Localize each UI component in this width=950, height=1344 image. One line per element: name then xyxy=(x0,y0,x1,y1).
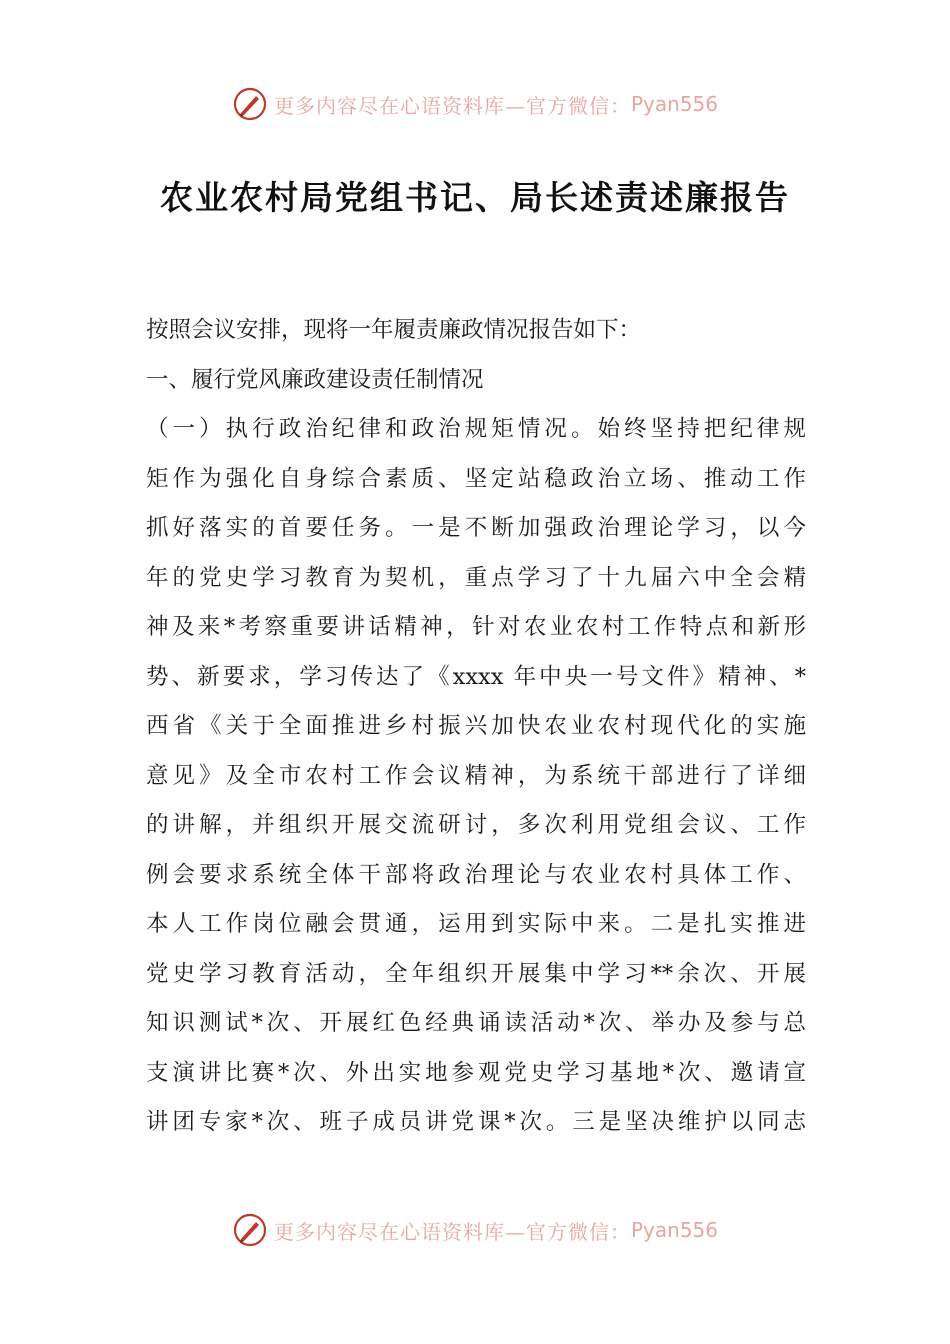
text-line: （一）执行政治纪律和政治规矩情况。始终坚持把纪律规 xyxy=(146,416,806,442)
text-line: 西省《关于全面推进乡村振兴加快农业农村现代化的实施 xyxy=(146,713,806,739)
document-body xyxy=(146,306,806,1148)
pen-logo-icon xyxy=(232,1212,268,1248)
watermark-text: 更多内容尽在心语资料库—官方微信： xyxy=(273,93,631,118)
text-line: 知识测试*次、开展红色经典诵读活动*次、举办及参与总 xyxy=(146,1010,806,1036)
watermark-wechat-id: Pyan556 xyxy=(630,1218,718,1242)
text-line: 按照会议安排，现将一年履责廉政情况报告如下： xyxy=(146,317,642,343)
text-line: 抓好落实的首要任务。一是不断加强政治理论学习，以今 xyxy=(146,515,806,541)
text-line: 例会要求系统全体干部将政治理论与农业农村具体工作、 xyxy=(146,861,806,888)
text-line: 势、新要求，学习传达了《xxxx 年中央一号文件》精神、* xyxy=(146,663,806,690)
document-title: 农业农村局党组书记、局长述责述廉报告 xyxy=(160,178,790,217)
text-line: 讲团专家*次、班子成员讲党课*次。三是坚决维护以同志 xyxy=(146,1109,806,1135)
watermark-wechat-id: Pyan556 xyxy=(630,92,718,116)
text-line: 的讲解，并组织开展交流研讨，多次利用党组会议、工作 xyxy=(146,812,806,838)
watermark-banner-bottom xyxy=(0,1210,950,1250)
text-line: 矩作为强化自身综合素质、坚定站稳政治立场、推动工作 xyxy=(146,465,806,492)
section-heading: 一、履行党风廉政建设责任制情况 xyxy=(146,366,484,393)
text-line: 神及来*考察重要讲话精神，针对农业农村工作特点和新形 xyxy=(146,614,806,640)
watermark-text: 更多内容尽在心语资料库—官方微信： xyxy=(273,1219,631,1244)
text-line: 支演讲比赛*次、外出实地参观党史学习基地*次、邀请宣 xyxy=(146,1059,806,1086)
pen-logo-icon xyxy=(232,86,268,122)
watermark-banner-top xyxy=(0,84,950,124)
text-line: 年的党史学习教育为契机，重点学习了十九届六中全会精 xyxy=(146,564,806,591)
text-line: 意见》及全市农村工作会议精神，为系统干部进行了详细 xyxy=(146,762,806,789)
text-line: 党史学习教育活动，全年组织开展集中学习**余次、开展 xyxy=(146,960,806,987)
text-line: 本人工作岗位融会贯通，运用到实际中来。二是扎实推进 xyxy=(146,911,806,937)
